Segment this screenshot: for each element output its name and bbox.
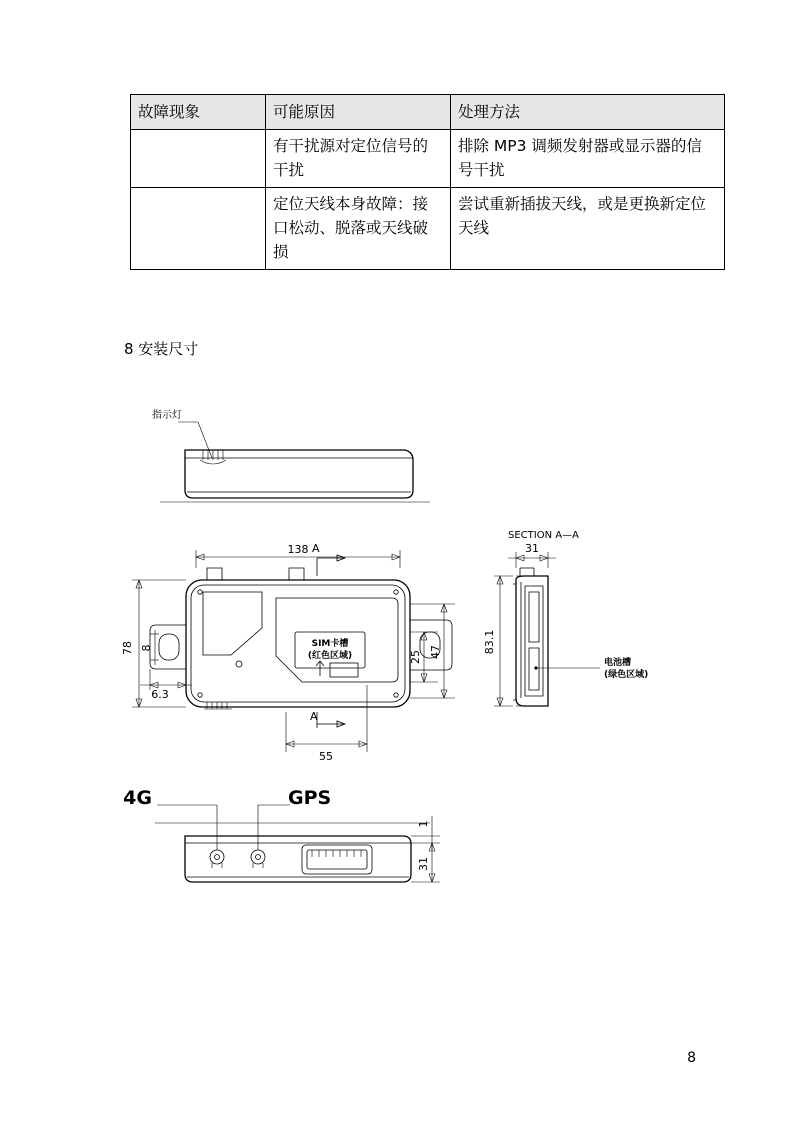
sim-slot-label-line2: (红色区域) — [307, 651, 353, 661]
cell-symptom — [131, 130, 266, 188]
cell-cause: 定位天线本身故障：接口松动、脱落或天线破损 — [266, 188, 451, 270]
table-header-symptom: 故障现象 — [131, 95, 266, 130]
fault-table — [130, 94, 725, 270]
section-marker-a-bottom: A — [310, 710, 318, 723]
dim-8: 8 — [140, 644, 153, 652]
device-bottom-view — [123, 787, 440, 882]
section-view-a-a — [483, 530, 648, 706]
fault-table-wrapper — [130, 94, 707, 270]
dim-bottom-31: 31 — [417, 857, 430, 871]
table-header-cause: 可能原因 — [266, 95, 451, 130]
battery-slot-label-line1: 电池槽 — [604, 658, 632, 668]
table-row — [131, 188, 725, 270]
table-header-solution: 处理方法 — [451, 95, 725, 130]
dim-6-3: 6.3 — [151, 688, 169, 701]
cell-cause: 有干扰源对定位信号的干扰 — [266, 130, 451, 188]
device-plan-view — [121, 542, 455, 763]
section-title: SECTION A—A — [508, 530, 579, 541]
indicator-light-label: 指示灯 — [152, 410, 182, 421]
section-marker-a-top: A — [312, 542, 320, 555]
table-header-row — [131, 95, 725, 130]
battery-slot-label-line2: (绿色区域) — [604, 670, 649, 680]
antenna-gps-label: GPS — [288, 787, 332, 809]
section-heading: 8 安装尺寸 — [124, 340, 199, 358]
dim-25: 25 — [409, 650, 422, 664]
dim-height-78: 78 — [121, 641, 134, 655]
cell-solution: 排除 MP3 调频发射器或显示器的信号干扰 — [451, 130, 725, 188]
dim-47: 47 — [429, 645, 442, 659]
cell-solution: 尝试重新插拔天线，或是更换新定位天线 — [451, 188, 725, 270]
installation-dimension-drawing — [0, 380, 800, 940]
page-number: 8 — [687, 1050, 696, 1066]
device-profile-view — [152, 380, 430, 502]
antenna-4g-label: 4G — [123, 787, 152, 809]
dim-width-138: 138 — [287, 543, 309, 556]
dim-55: 55 — [319, 750, 333, 763]
sim-slot-label-line1: SIM卡槽 — [311, 639, 349, 649]
dim-bottom-1: 1 — [417, 820, 430, 828]
dim-section-83-1: 83.1 — [483, 629, 496, 655]
dim-section-31: 31 — [525, 542, 539, 555]
cell-symptom — [131, 188, 266, 270]
table-row — [131, 130, 725, 188]
